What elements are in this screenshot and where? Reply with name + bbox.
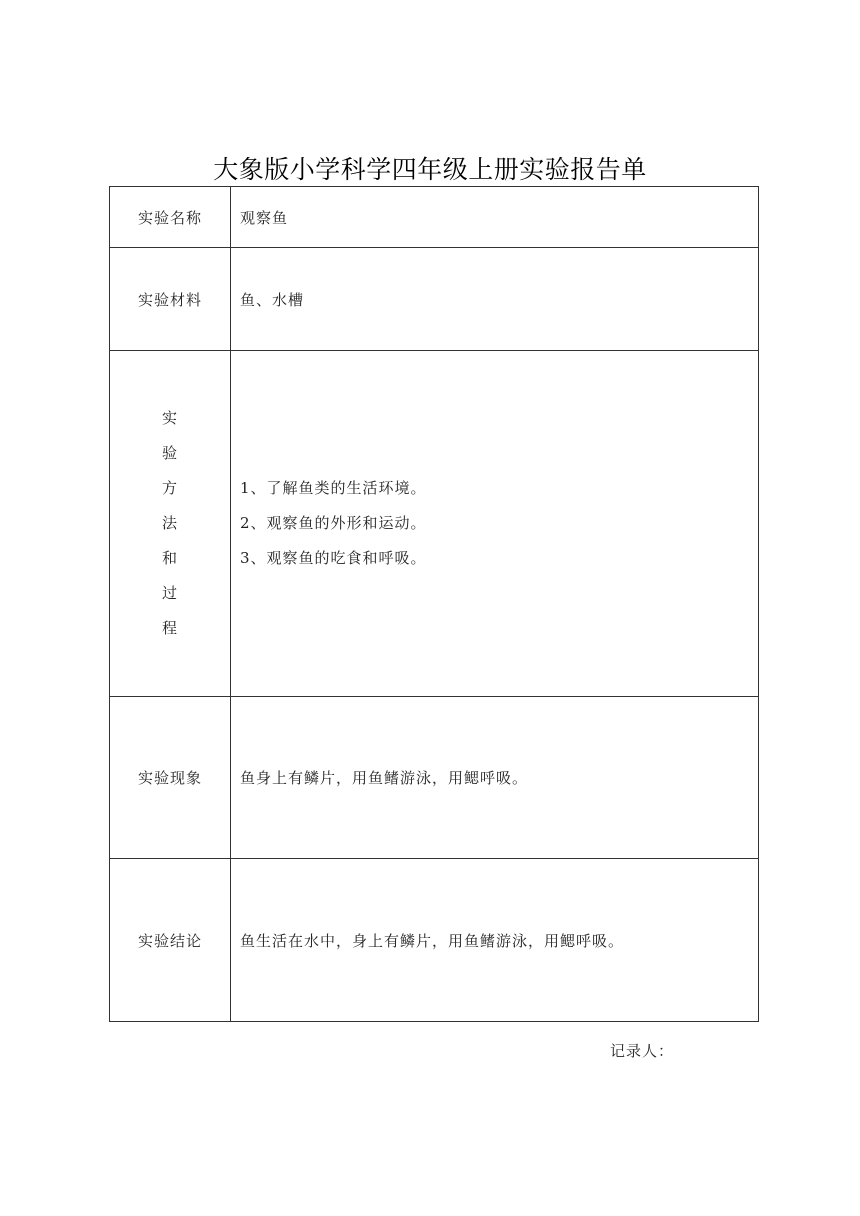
recorder-label: 记录人： [610,1042,675,1060]
method-step: 2、观察鱼的外形和运动。 [240,514,427,532]
experiment-materials-label: 实验材料 [110,248,231,351]
row-experiment-materials [110,248,759,351]
experiment-phenomenon-label: 实验现象 [110,697,231,859]
method-step-list [240,471,758,576]
label-char: 验 [161,444,178,462]
experiment-conclusion-label: 实验结论 [110,859,231,1022]
method-step: 1、了解鱼类的生活环境。 [240,479,427,497]
experiment-materials-value: 鱼、水槽 [231,248,759,351]
label-char: 程 [161,619,178,637]
row-experiment-conclusion [110,859,759,1022]
experiment-phenomenon-value: 鱼身上有鳞片，用鱼鳍游泳，用鳃呼吸。 [231,697,759,859]
experiment-name-value: 观察鱼 [231,187,759,248]
label-char: 过 [161,584,178,602]
experiment-conclusion-value: 鱼生活在水中，身上有鳞片，用鱼鳍游泳，用鳃呼吸。 [231,859,759,1022]
report-title: 大象版小学科学四年级上册实验报告单 [213,155,647,184]
vertical-label [162,401,178,646]
row-experiment-method [110,351,759,697]
method-step: 3、观察鱼的吃食和呼吸。 [240,549,427,567]
experiment-method-label [110,351,231,697]
label-char: 实 [161,409,178,427]
experiment-report-table [109,186,759,1022]
experiment-name-label: 实验名称 [110,187,231,248]
label-char: 法 [161,514,178,532]
label-char: 和 [161,549,178,567]
row-experiment-phenomenon [110,697,759,859]
row-experiment-name [110,187,759,248]
label-char: 方 [161,479,178,497]
experiment-method-value [231,351,759,697]
